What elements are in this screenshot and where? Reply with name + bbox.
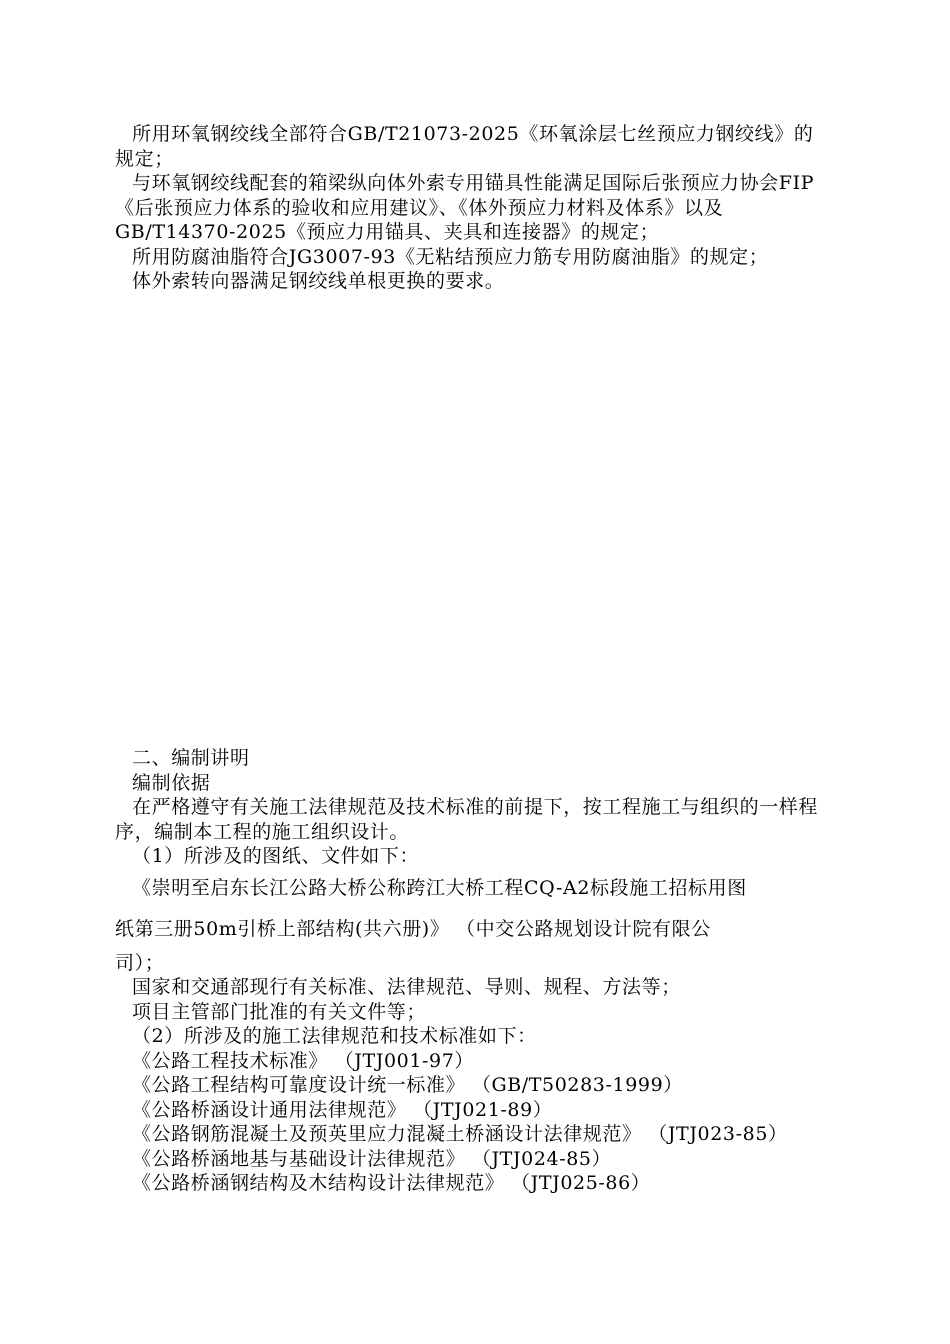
- doc-item-national: 国家和交通部现行有关标准、法律规范、导则、规程、方法等；: [132, 976, 681, 998]
- doc-item-approval: 项目主管部门批准的有关文件等；: [132, 1000, 427, 1023]
- standard-item: 《公路桥涵设计通用法律规范》 （JTJ021-89）: [132, 1098, 553, 1121]
- paragraph-anchorage: 与环氧钢绞线配套的箱梁纵向体外索专用锚具性能满足国际后张预应力协会FIP《后张预应力体系的验收和应用建议》、《体外预应力材料及体系》以及GB/T14370-2025《预应力用锚具、夹具和连接器》的规定；: [115, 172, 815, 243]
- standard-item: 《公路钢筋混凝土及预英里应力混凝土桥涵设计法律规范》 （JTJ023-85）: [132, 1123, 788, 1145]
- material-specs-section: [115, 122, 833, 294]
- list1-title: （1）所涉及的图纸、文件如下：: [132, 845, 420, 867]
- drawing-doc-line3: 司）；: [115, 951, 165, 974]
- standard-item: 《公路工程结构可靠度设计统一标准》 （GB/T50283-1999）: [132, 1074, 683, 1096]
- standard-item: 《公路工程技术标准》 （JTJ001-97）: [132, 1049, 475, 1072]
- standard-item: 《公路桥涵钢结构及木结构设计法律规范》 （JTJ025-86）: [132, 1172, 651, 1194]
- section-heading: 二、编制讲明: [132, 747, 250, 769]
- standard-item: 《公路桥涵地基与基础设计法律规范》 （JTJ024-85）: [132, 1147, 612, 1170]
- section-subheading: 编制依据: [132, 771, 211, 794]
- list2-title: （2）所涉及的施工法律规范和技术标准如下：: [132, 1025, 537, 1047]
- drawing-doc-line2: 纸第三册50m引桥上部结构(共六册)》 （中交公路规划设计院有限公: [115, 917, 711, 940]
- paragraph-grease: 所用防腐油脂符合JG3007-93《无粘结预应力筋专用防腐油脂》的规定；: [132, 245, 769, 268]
- compilation-section: [115, 746, 833, 1196]
- paragraph-deviator: 体外索转向器满足钢绞线单根更换的要求。: [132, 270, 505, 292]
- paragraph-epoxy-strand: 所用环氧钢绞线全部符合GB/T21073-2025《环氧涂层七丝预应力钢绞线》的规定；: [115, 123, 814, 170]
- drawing-doc-line1: 《崇明至启东长江公路大桥公称跨江大桥工程CQ-A2标段施工招标用图: [132, 876, 747, 899]
- intro-paragraph: 在严格遵守有关施工法律规范及技术标准的前提下，按工程施工与组织的一样程序，编制本工程的施工组织设计。: [115, 796, 819, 843]
